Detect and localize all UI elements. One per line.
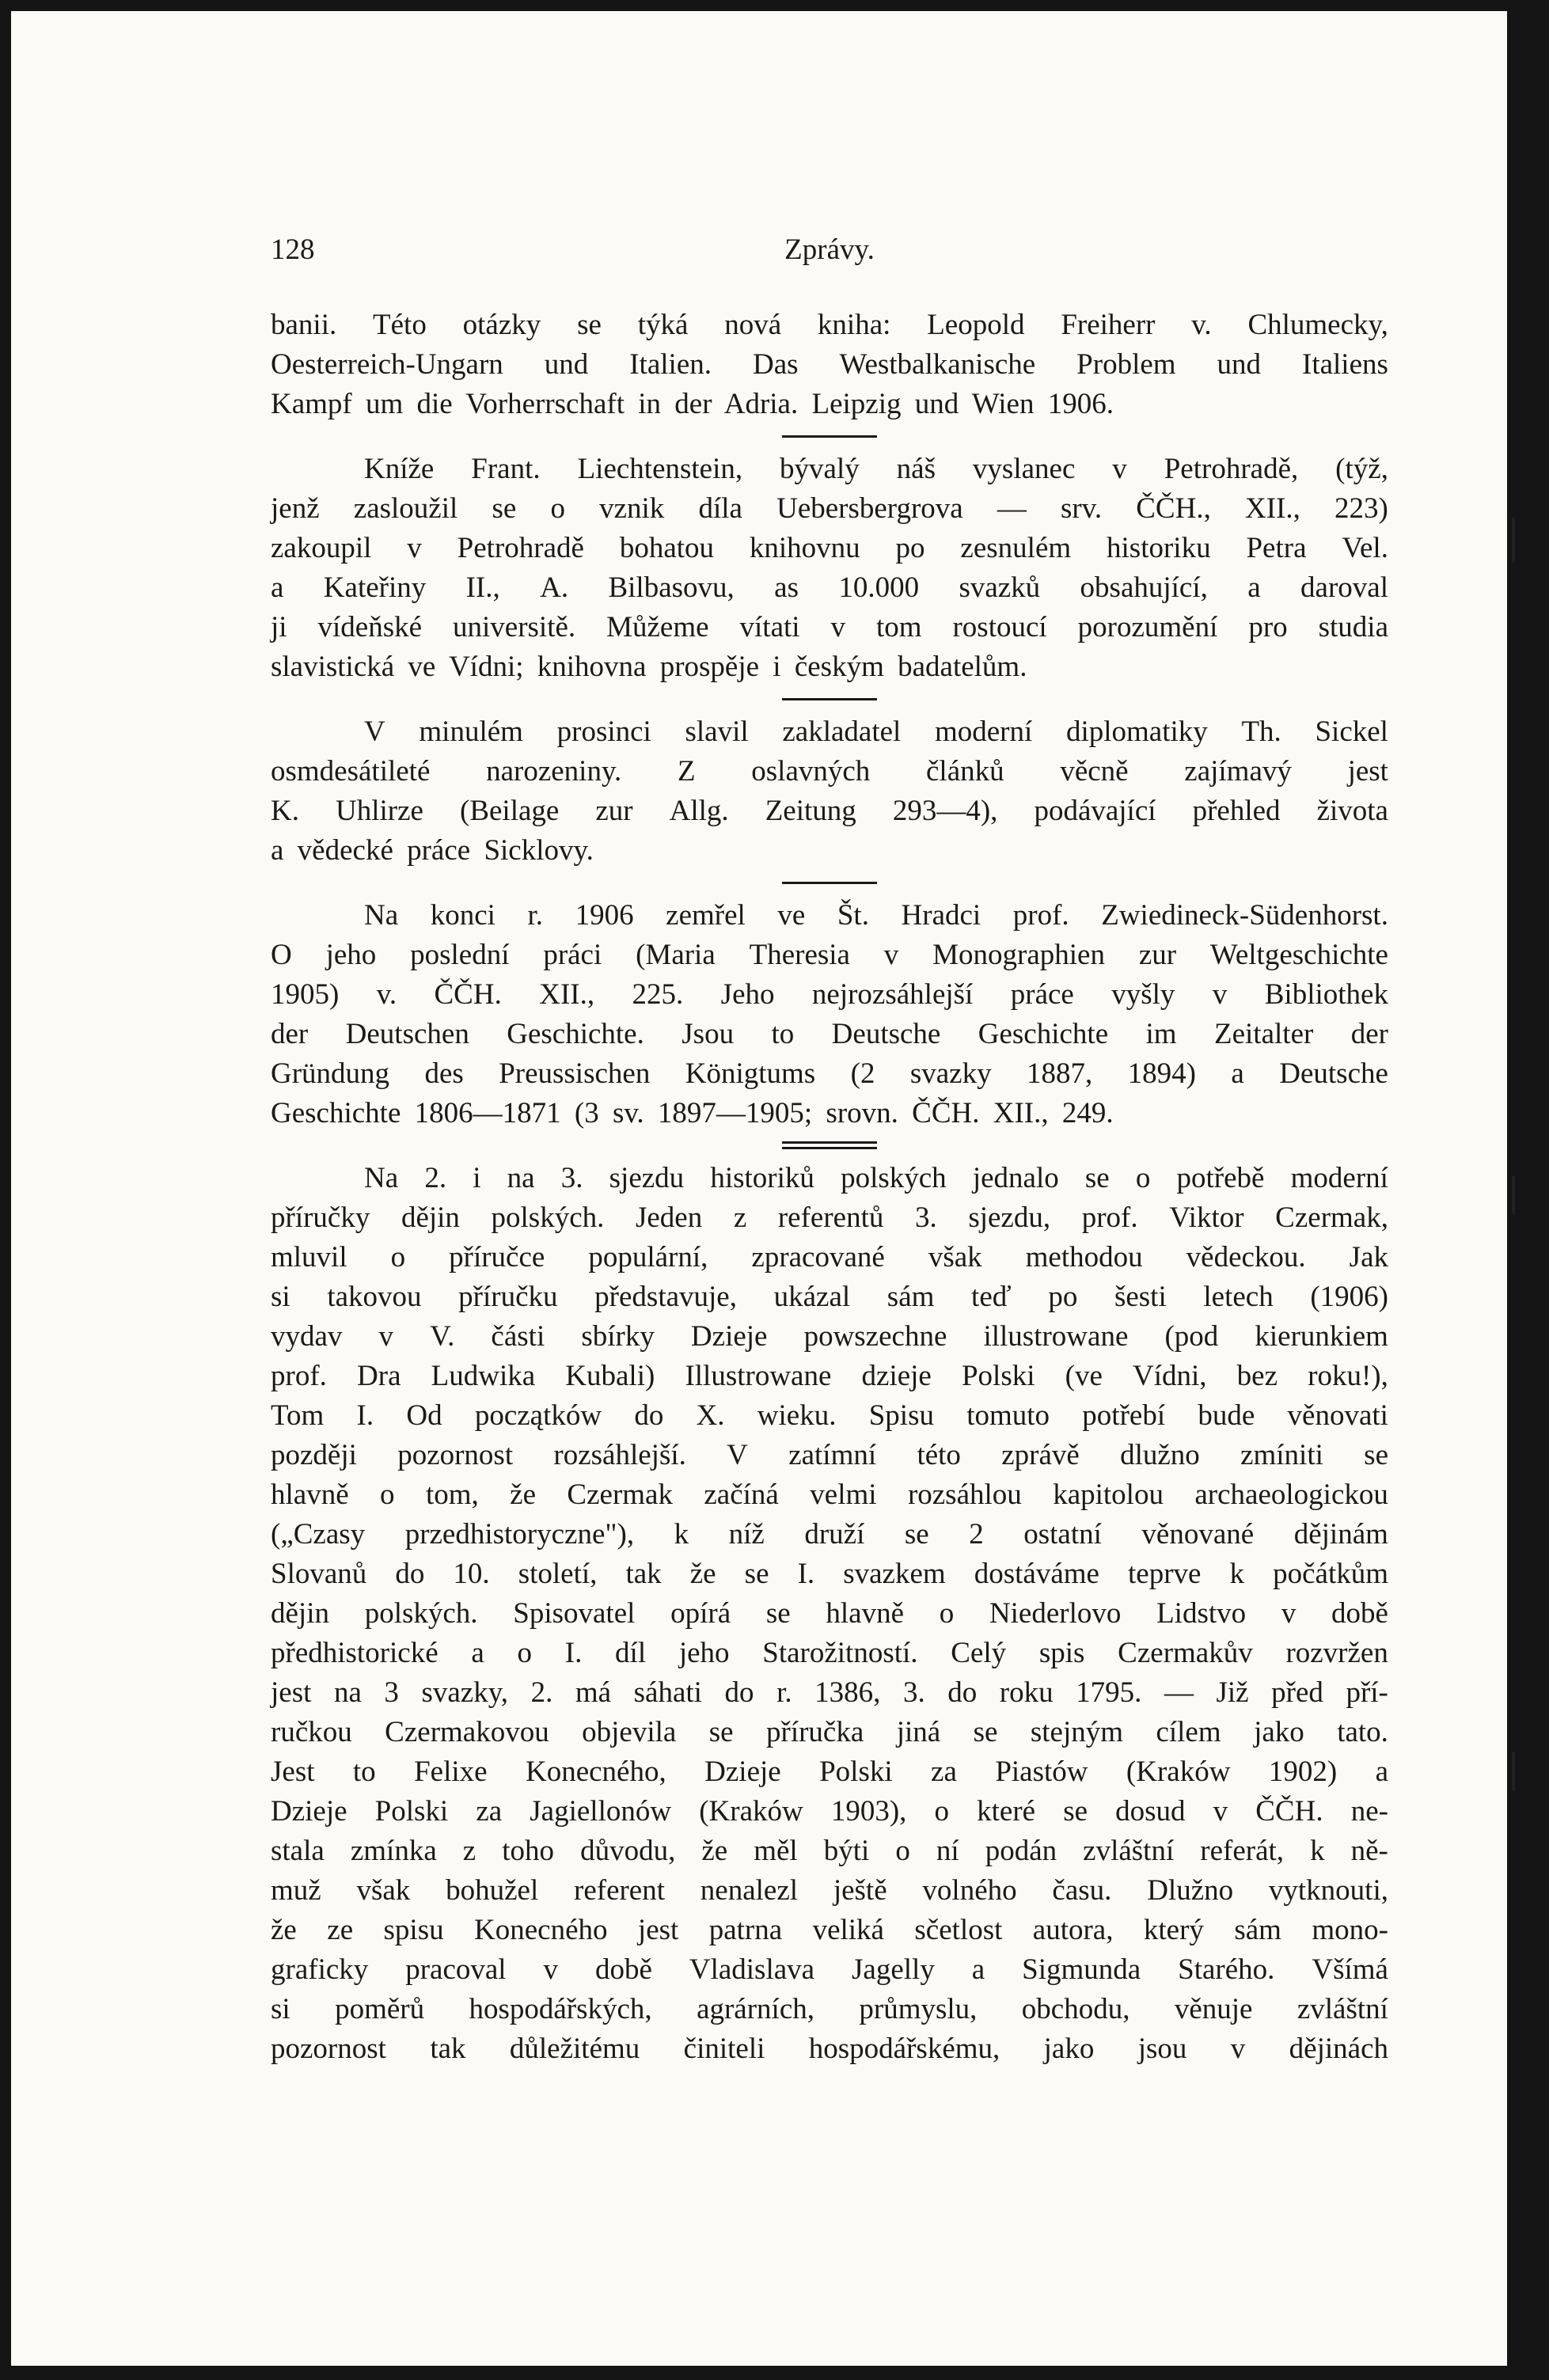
text-line: příručky dějin polských. Jeden z referentů 3. sjezdu, prof. Viktor Czermak,	[271, 1201, 1388, 1234]
text-line: muž však bohužel referent nenalezl ještě volného času. Dlužno vytknouti,	[271, 1874, 1388, 1907]
text-line: předhistorické a o I. díl jeho Starožitností. Celý spis Czermakův rozvržen	[271, 1637, 1388, 1669]
page-header	[271, 233, 1388, 277]
text-line: Tom I. Od początków do X. wieku. Spisu tomuto potřebí bude věnovati	[271, 1399, 1388, 1432]
text-line: banii. Této otázky se týká nová kniha: Leopold Freiherr v. Chlumecky,	[271, 309, 1388, 341]
text-line: ručkou Czermakovou objevila se příručka jiná se stejným cílem jako tato.	[271, 1716, 1388, 1748]
section-divider	[271, 687, 1388, 712]
text-line: a vědecké práce Sicklovy.	[271, 834, 594, 867]
text-line: Dzieje Polski za Jagiellonów (Kraków 1903), o které se dosud v ČČH. ne-	[271, 1795, 1388, 1828]
scanned-page	[11, 11, 1507, 2366]
page-number: 128	[271, 233, 315, 266]
scan-edge-mark	[1512, 1752, 1515, 1790]
text-line: („Czasy przedhistoryczne"), k níž druží se 2 ostatní věnované dějinám	[271, 1518, 1388, 1551]
text-line: der Deutschen Geschichte. Jsou to Deutsche Geschichte im Zeitalter der	[271, 1018, 1388, 1050]
text-line: Na konci r. 1906 zemřel ve Št. Hradci prof. Zwiedineck-Südenhorst.	[364, 899, 1388, 932]
text-line: si takovou příručku představuje, ukázal sám teď po šesti letech (1906)	[271, 1281, 1388, 1313]
section-divider-double	[271, 1133, 1388, 1159]
text-line: Geschichte 1806—1871 (3 sv. 1897—1905; srovn. ČČH. XII., 249.	[271, 1097, 1114, 1129]
text-line: V minulém prosinci slavil zakladatel moderní diplomatiky Th. Sickel	[364, 716, 1388, 748]
text-line: Slovanů do 10. století, tak že se I. svazkem dostáváme teprve k počátkům	[271, 1558, 1388, 1590]
paragraph-sickel	[271, 712, 1388, 871]
paragraph-zwiedineck	[271, 896, 1388, 1133]
text-line: K. Uhlirze (Beilage zur Allg. Zeitung 293—4), podávající přehled života	[271, 795, 1388, 827]
text-line: Kampf um die Vorherrschaft in der Adria. Leipzig und Wien 1906.	[271, 388, 1114, 420]
text-line: že ze spisu Konecného jest patrna veliká sčetlost autora, který sám mono-	[271, 1914, 1388, 1946]
article-body	[271, 306, 1388, 2069]
text-line: O jeho poslední práci (Maria Theresia v Monographien zur Weltgeschichte	[271, 939, 1388, 971]
text-line: ji vídeňské universitě. Můžeme vítati v tom rostoucí porozumění pro studia	[271, 611, 1388, 643]
text-line: zakoupil v Petrohradě bohatou knihovnu po zesnulém historiku Petra Vel.	[271, 532, 1388, 564]
paragraph-liechtenstein	[271, 450, 1388, 687]
running-title: Zprávy.	[784, 233, 875, 266]
section-divider	[271, 871, 1388, 896]
paragraph-chlumecky	[271, 306, 1388, 424]
text-line: Gründung des Preussischen Königtums (2 svazky 1887, 1894) a Deutsche	[271, 1057, 1388, 1090]
text-line: později pozornost rozsáhlejší. V zatímní této zprávě dlužno zmíniti se	[271, 1439, 1388, 1471]
text-line: osmdesátileté narozeniny. Z oslavných článků věcně zajímavý jest	[271, 755, 1388, 788]
text-line: jenž zasloužil se o vznik díla Uebersbergrova — srv. ČČH., XII., 223)	[271, 492, 1388, 525]
text-line: stala zmínka z toho důvodu, že měl býti o ní podán zvláštní referát, k ně-	[271, 1835, 1388, 1867]
text-line: vydav v V. části sbírky Dzieje powszechne illustrowane (pod kierunkiem	[271, 1320, 1388, 1353]
text-line: graficky pracoval v době Vladislava Jagelly a Sigmunda Starého. Všímá	[271, 1953, 1388, 1986]
text-line: Oesterreich-Ungarn und Italien. Das Westbalkanische Problem und Italiens	[271, 348, 1388, 381]
scan-edge-mark	[1512, 1176, 1515, 1214]
scan-edge-mark	[1512, 518, 1515, 562]
paragraph-czermak	[271, 1159, 1388, 2069]
text-line: dějin polských. Spisovatel opírá se hlavně o Niederlovo Lidstvo v době	[271, 1597, 1388, 1630]
section-divider	[271, 424, 1388, 450]
text-line: 1905) v. ČČH. XII., 225. Jeho nejrozsáhlejší práce vyšly v Bibliothek	[271, 978, 1388, 1011]
text-line: slavistická ve Vídni; knihovna prospěje i českým badatelům.	[271, 651, 1027, 683]
text-line: mluvil o příručce populární, zpracované však methodou vědeckou. Jak	[271, 1241, 1388, 1274]
text-line: si poměrů hospodářských, agrárních, průmyslu, obchodu, věnuje zvláštní	[271, 1993, 1388, 2025]
text-line: hlavně o tom, že Czermak začíná velmi rozsáhlou kapitolou archaeologickou	[271, 1478, 1388, 1511]
text-line: a Kateřiny II., A. Bilbasovu, as 10.000 svazků obsahující, a daroval	[271, 571, 1388, 604]
text-line: prof. Dra Ludwika Kubali) Illustrowane dzieje Polski (ve Vídni, bez roku!),	[271, 1360, 1388, 1392]
text-line: pozornost tak důležitému činiteli hospodářskému, jako jsou v dějinách	[271, 2033, 1388, 2065]
text-line: Kníže Frant. Liechtenstein, bývalý náš vyslanec v Petrohradě, (týž,	[364, 453, 1388, 485]
text-line: Na 2. i na 3. sjezdu historiků polských jednalo se o potřebě moderní	[364, 1162, 1388, 1194]
text-line: jest na 3 svazky, 2. má sáhati do r. 1386, 3. do roku 1795. — Již před pří-	[271, 1676, 1388, 1709]
text-line: Jest to Felixe Konecného, Dzieje Polski za Piastów (Kraków 1902) a	[271, 1756, 1388, 1788]
